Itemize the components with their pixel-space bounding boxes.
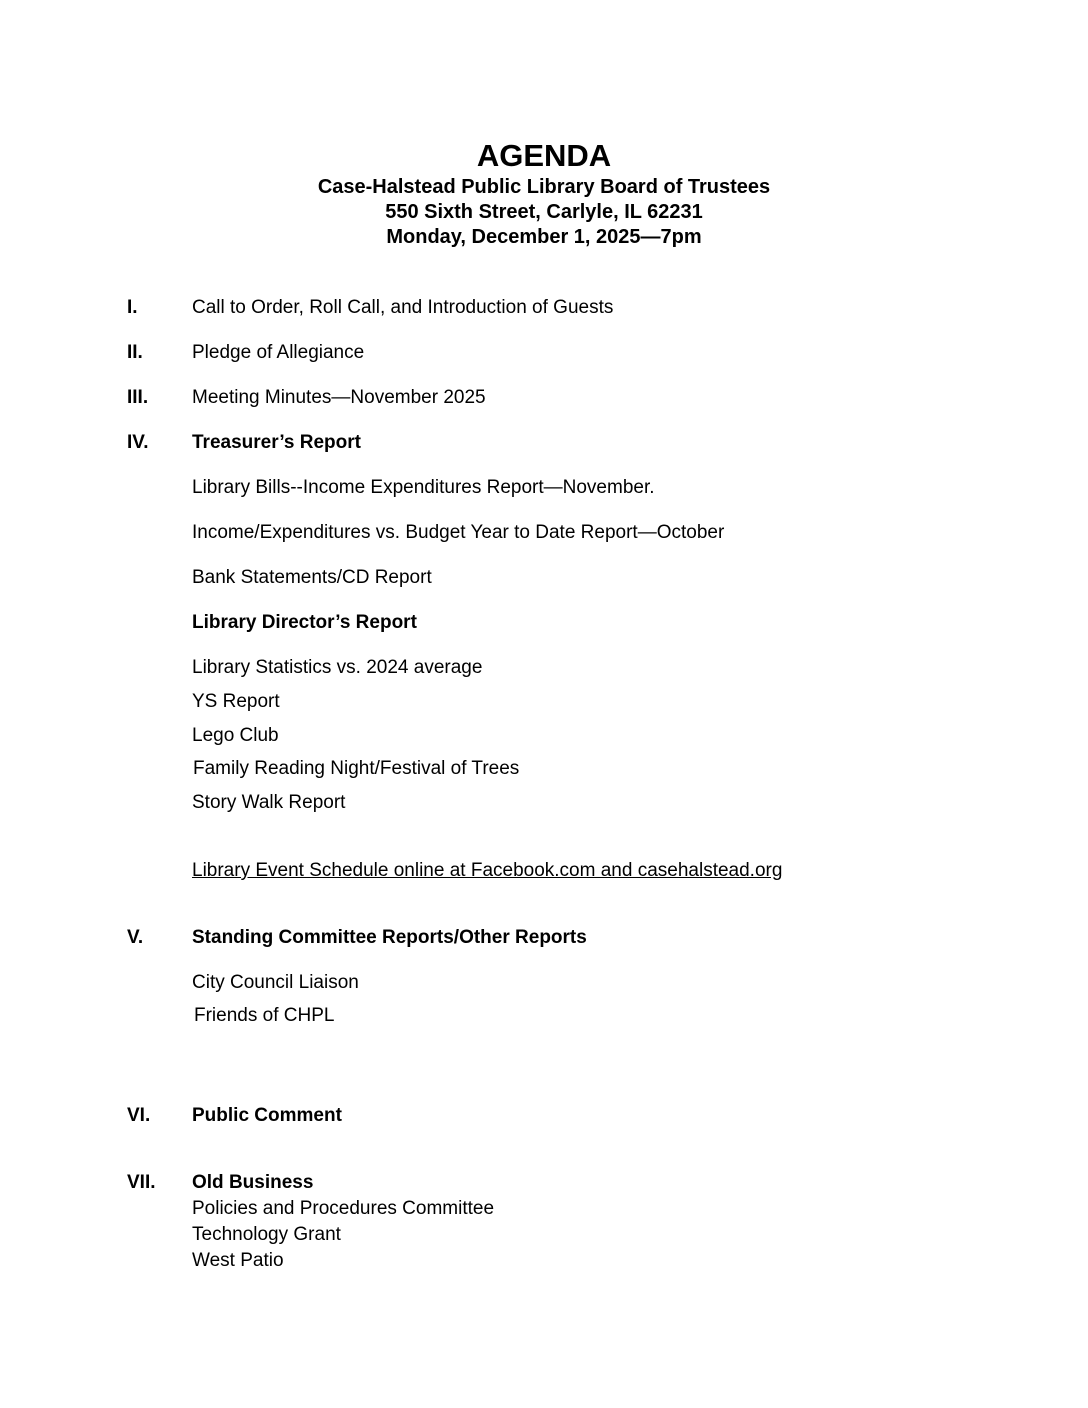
director-report-heading: Library Director’s Report: [192, 612, 417, 633]
item-number-vi: VI.: [127, 1105, 151, 1126]
treasurer-subitem: Library Bills--Income Expenditures Report—November.: [192, 477, 655, 498]
old-business-subitem: Technology Grant: [192, 1224, 341, 1245]
old-business-subitem: West Patio: [192, 1250, 284, 1271]
director-subitem: Library Statistics vs. 2024 average: [192, 657, 483, 678]
director-subitem: Lego Club: [192, 725, 279, 746]
event-schedule-link[interactable]: Library Event Schedule online at Facebook.com and casehalstead.org: [192, 860, 783, 881]
meeting-address: 550 Sixth Street, Carlyle, IL 62231: [385, 201, 703, 223]
item-number-i: I.: [127, 297, 138, 318]
item-label-iv: Treasurer’s Report: [192, 432, 361, 453]
director-subitem: Family Reading Night/Festival of Trees: [193, 758, 520, 779]
director-subitem: Story Walk Report: [192, 792, 346, 813]
item-number-v: V.: [127, 927, 144, 948]
item-number-ii: II.: [127, 342, 143, 363]
committee-subitem: Friends of CHPL: [194, 1005, 335, 1026]
item-label-v: Standing Committee Reports/Other Reports: [192, 927, 587, 948]
board-name: Case-Halstead Public Library Board of Trustees: [317, 176, 771, 198]
item-label-iii: Meeting Minutes—November 2025: [192, 387, 486, 408]
item-number-iv: IV.: [127, 432, 149, 453]
old-business-subitem: Policies and Procedures Committee: [192, 1198, 495, 1219]
item-number-vii: VII.: [127, 1172, 156, 1193]
committee-subitem: City Council Liaison: [192, 972, 359, 993]
meeting-datetime: Monday, December 1, 2025—7pm: [386, 226, 702, 248]
item-number-iii: III.: [127, 387, 149, 408]
item-label-i: Call to Order, Roll Call, and Introduction of Guests: [192, 297, 614, 318]
treasurer-subitem: Income/Expenditures vs. Budget Year to Date Report—October: [192, 522, 725, 543]
item-label-vi: Public Comment: [192, 1105, 342, 1126]
treasurer-subitem: Bank Statements/CD Report: [192, 567, 432, 588]
agenda-title: AGENDA: [476, 138, 612, 173]
item-label-vii: Old Business: [192, 1172, 314, 1193]
item-label-ii: Pledge of Allegiance: [192, 342, 365, 363]
director-subitem: YS Report: [192, 691, 280, 712]
